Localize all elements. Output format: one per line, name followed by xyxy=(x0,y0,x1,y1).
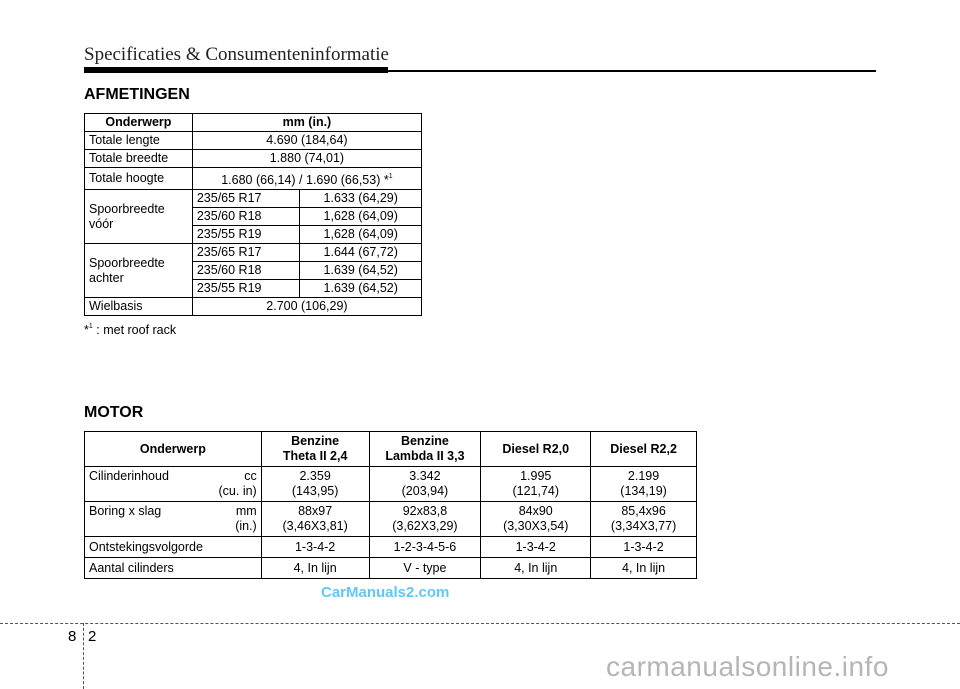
table-row xyxy=(85,502,697,537)
col-header: Benzine Lambda II 3,3 xyxy=(369,432,481,467)
row-value: 1.880 (74,01) xyxy=(192,150,421,168)
table-cell: 2.199 (134,19) xyxy=(591,467,697,502)
table-cell: 2.359 (143,95) xyxy=(261,467,369,502)
tire-size: 235/55 R19 xyxy=(192,280,300,298)
footer-vertical-divider xyxy=(83,623,84,689)
col-header: Diesel R2,0 xyxy=(481,432,591,467)
tire-size: 235/60 R18 xyxy=(192,208,300,226)
row-label: Totale lengte xyxy=(85,132,193,150)
table-row xyxy=(85,558,697,579)
table-row xyxy=(85,537,697,558)
row-value: 1,628 (64,09) xyxy=(300,208,422,226)
header-rule-thin xyxy=(388,70,876,72)
col-header-value: mm (in.) xyxy=(192,114,421,132)
row-value: 4.690 (184,64) xyxy=(192,132,421,150)
page-number: 2 xyxy=(88,628,97,645)
header-rule-thick xyxy=(84,67,388,73)
row-value: 1.639 (64,52) xyxy=(300,262,422,280)
col-header: Onderwerp xyxy=(85,432,262,467)
table-cell: 88x97 (3,46X3,81) xyxy=(261,502,369,537)
tire-size: 235/65 R17 xyxy=(192,190,300,208)
table-row xyxy=(85,190,422,208)
row-value: 1.633 (64,29) xyxy=(300,190,422,208)
row-label: Spoorbreedte achter xyxy=(85,244,193,298)
row-label: Boring x slag mm (in.) xyxy=(85,502,262,537)
row-value: 1.639 (64,52) xyxy=(300,280,422,298)
dimensions-table xyxy=(84,113,422,316)
table-cell: 4, In lijn xyxy=(481,558,591,579)
page-header-title: Specificaties & Consumenteninformatie xyxy=(84,44,389,65)
col-header: Benzine Theta II 2,4 xyxy=(261,432,369,467)
footer-divider xyxy=(0,623,960,624)
row-value: 2.700 (106,29) xyxy=(192,298,421,316)
table-row xyxy=(85,150,422,168)
table-cell: 1-2-3-4-5-6 xyxy=(369,537,481,558)
table-row xyxy=(85,467,697,502)
tire-size: 235/65 R17 xyxy=(192,244,300,262)
table-cell: 84x90 (3,30X3,54) xyxy=(481,502,591,537)
row-label: Spoorbreedte vóór xyxy=(85,190,193,244)
row-label: Totale hoogte xyxy=(85,168,193,190)
footnote-text: : met roof rack xyxy=(92,323,177,337)
table-cell: 1.995 (121,74) xyxy=(481,467,591,502)
table-row xyxy=(85,132,422,150)
table-header-row xyxy=(85,432,697,467)
table-cell: V - type xyxy=(369,558,481,579)
tire-size: 235/60 R18 xyxy=(192,262,300,280)
height-value: 1.680 (66,14) / 1.690 (66,53) * xyxy=(221,173,389,187)
footnote-mark: * xyxy=(84,323,89,337)
tire-size: 235/55 R19 xyxy=(192,226,300,244)
row-value xyxy=(192,168,421,190)
footnote-sup: 1 xyxy=(388,173,393,180)
row-value: 1.644 (67,72) xyxy=(300,244,422,262)
table-cell: 92x83,8 (3,62X3,29) xyxy=(369,502,481,537)
page-section-number: 8 xyxy=(68,628,77,645)
row-label: Wielbasis xyxy=(85,298,193,316)
table-row xyxy=(85,244,422,262)
table-cell: 85,4x96 (3,34X3,77) xyxy=(591,502,697,537)
col-header-item: Onderwerp xyxy=(85,114,193,132)
table-row xyxy=(85,298,422,316)
table-row xyxy=(85,168,422,190)
table-header-row xyxy=(85,114,422,132)
row-label: Totale breedte xyxy=(85,150,193,168)
row-value: 1,628 (64,09) xyxy=(300,226,422,244)
footnote xyxy=(84,323,176,337)
row-label: Cilinderinhoud cc (cu. in) xyxy=(85,467,262,502)
site-watermark: carmanualsonline.info xyxy=(606,651,889,682)
engine-table xyxy=(84,431,697,579)
table-cell: 3.342 (203,94) xyxy=(369,467,481,502)
table-cell: 4, In lijn xyxy=(261,558,369,579)
watermark-logo: CarManuals2.com xyxy=(321,584,450,601)
row-label: Aantal cilinders xyxy=(85,558,262,579)
table-cell: 4, In lijn xyxy=(591,558,697,579)
table-cell: 1-3-4-2 xyxy=(591,537,697,558)
table-cell: 1-3-4-2 xyxy=(481,537,591,558)
table-cell: 1-3-4-2 xyxy=(261,537,369,558)
engine-title: MOTOR xyxy=(84,404,144,421)
col-header: Diesel R2,2 xyxy=(591,432,697,467)
dimensions-title: AFMETINGEN xyxy=(84,86,190,103)
row-label: Ontstekingsvolgorde xyxy=(85,537,262,558)
footnote-sup: 1 xyxy=(88,323,93,330)
